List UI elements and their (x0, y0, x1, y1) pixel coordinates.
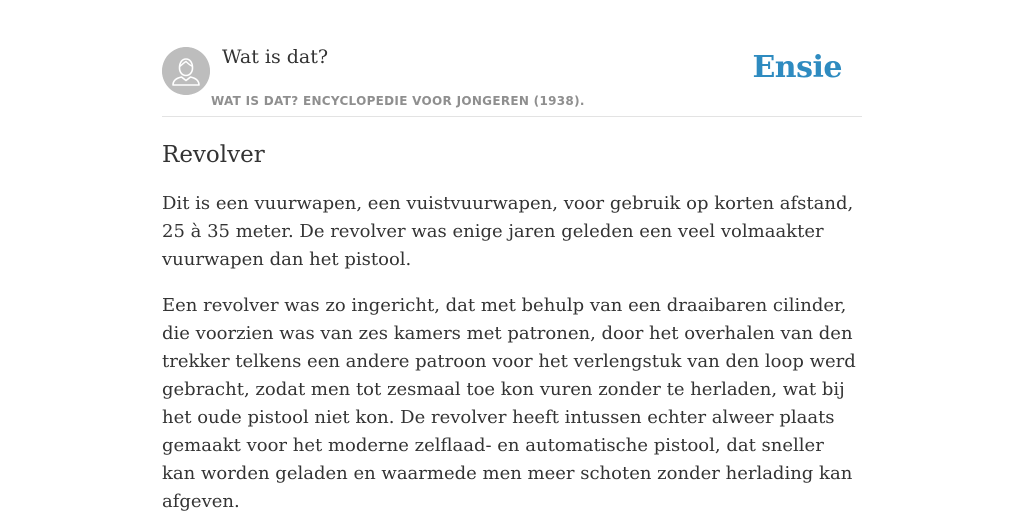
article-title: Revolver (162, 142, 265, 168)
article-paragraph: Dit is een vuurwapen, een vuistvuurwapen, voor gebruik op korten afstand, 25 à 35 meter. De revolver was enige jaren geleden een veel volmaakter vuurwapen dan het pistool. (162, 193, 854, 270)
user-silhouette-icon (162, 47, 210, 95)
source-name[interactable]: Wat is dat? (222, 46, 329, 68)
brand-logo[interactable]: Ensie (752, 50, 842, 85)
source-header (162, 0, 862, 117)
article-paragraph: Een revolver was zo ingericht, dat met behulp van een draaibaren cilinder, die voorzien was van zes kamers met patronen, door het overhalen van den trekker telkens een andere patroon voor het verlengstuk van den loop werd gebracht, zodat men tot zesmaal toe kon vuren zonder te herladen, wat bij het oude pistool niet kon. De revolver heeft intussen echter alweer plaats gemaakt voor het moderne zelflaad- en automatische pistool, dat sneller kan worden geladen en waarmede men meer schoten zonder herlading kan afgeven. (162, 295, 856, 512)
article (162, 138, 862, 512)
source-subtitle[interactable]: WAT IS DAT? ENCYCLOPEDIE VOOR JONGEREN (1938). (211, 94, 585, 108)
avatar[interactable] (162, 47, 210, 95)
